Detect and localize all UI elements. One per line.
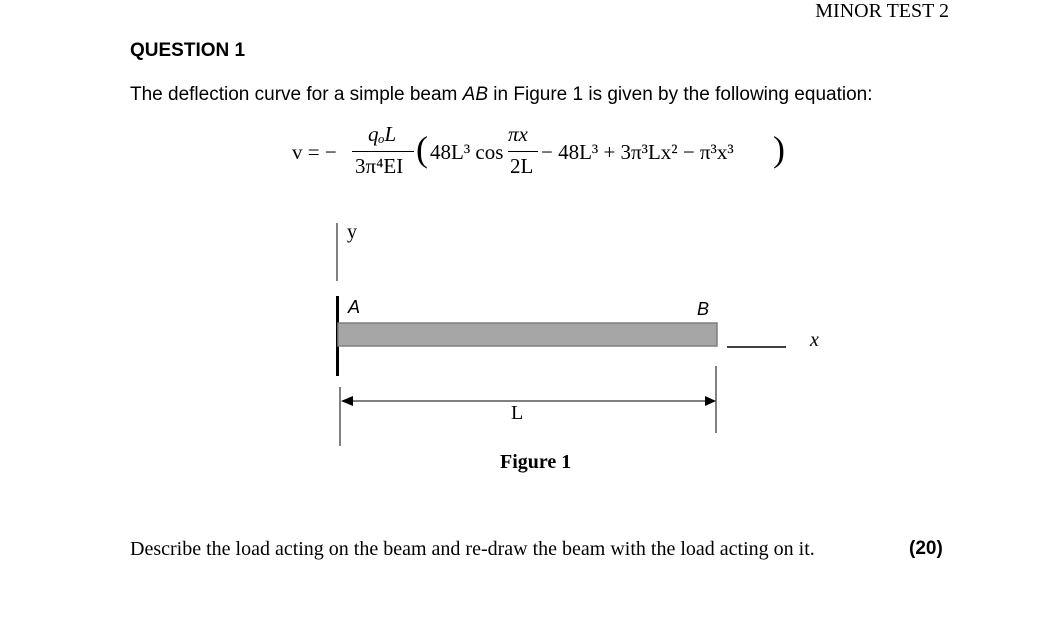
beam-ab: [338, 323, 717, 346]
equation-right-paren: ): [773, 129, 785, 169]
test-header: MINOR TEST 2: [815, 0, 949, 22]
support-b-label: B: [697, 299, 710, 319]
marks-value: (20): [909, 538, 943, 559]
equation-left-paren: (: [416, 129, 428, 169]
length-label: L: [511, 402, 524, 424]
fraction1-denominator: 3π⁴EI: [355, 154, 404, 178]
equation-lhs: v = −: [292, 140, 337, 164]
dimension-arrow-left: [341, 396, 353, 406]
fraction2-denominator: 2L: [510, 154, 534, 178]
equation-remaining-terms: − 48L³ + 3π³Lx² − π³x³: [541, 140, 734, 164]
figure-caption: Figure 1: [500, 451, 572, 473]
equation-term-cos: 48L³ cos: [430, 140, 504, 164]
intro-text-after: in Figure 1 is given by the following equation:: [488, 84, 873, 105]
task-text: Describe the load acting on the beam and re-draw the beam with the load acting on it.: [130, 538, 815, 560]
fraction2-numerator: πx: [508, 122, 528, 146]
y-axis-label: y: [347, 221, 357, 243]
support-a-label: A: [348, 297, 361, 317]
x-axis-label: x: [810, 329, 819, 351]
dimension-arrow-right: [705, 396, 716, 406]
intro-text-before: The deflection curve for a simple beam: [130, 84, 463, 105]
intro-beam-name: AB: [462, 84, 489, 105]
fraction1-numerator: qₒL: [368, 122, 397, 146]
question-title: QUESTION 1: [130, 40, 246, 61]
